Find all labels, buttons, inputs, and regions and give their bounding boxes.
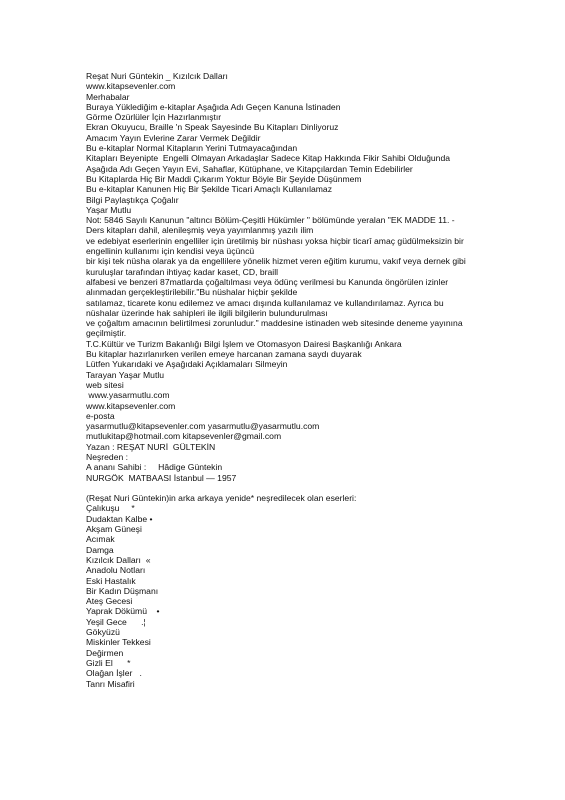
text-line: www.kitapsevenler.com	[86, 400, 176, 411]
text-line: Bir Kadın Düşmanı	[86, 585, 159, 596]
text-line: Neşreden :	[86, 451, 129, 462]
text-line: Çalıkuşu *	[86, 503, 135, 514]
text-line: Gökyüzü	[86, 627, 120, 638]
text-line: alfabesi ve benzeri 87matlarda çoğaltılması veya ödünç verilmesi bu Kanunda öngörülen izinler	[86, 276, 449, 287]
text-line: Damga	[86, 544, 114, 555]
text-line: Tarayan Yaşar Mutlu	[86, 369, 165, 380]
text-line: A ananı Sahibi : Hâdige Güntekin	[86, 462, 223, 473]
text-line: ve edebiyat eserlerinin engelliler için üretilmiş bir nüshası yoksa hiçbir ticarî amaç güdülmeksizin bir	[86, 235, 464, 246]
text-line: Ders kitapları dahil, alenileşmiş veya yayımlanmış yazılı ilim	[86, 225, 314, 236]
text-line: Lütfen Yukarıdaki ve Aşağıdaki Açıklamaları Silmeyin	[86, 359, 288, 370]
text-line: Görme Özürlüler İçin Hazırlanmıştır	[86, 112, 222, 123]
text-line: e-posta	[86, 410, 115, 421]
text-line: Bu kitaplar hazırlanırken verilen emeye harcanan zamana saydı duyarak	[86, 349, 362, 360]
text-line: (Reşat Nuri Güntekin)in arka arkaya yenide* neşredilecek olan eserleri:	[86, 493, 357, 504]
text-line: yasarmutlu@kitapsevenler.com yasarmutlu@yasarmutlu.com	[86, 421, 320, 432]
text-line: bir kişi tek nüsha olarak ya da engellilere yönelik hizmet veren eğitim kurumu, vakıf veya dernek gibi	[86, 256, 466, 267]
text-line: Bu Kitaplarda Hiç Bir Maddi Çıkarım Yoktur Böyle Bir Şeyide Düşünmem	[86, 173, 362, 184]
text-line: satılamaz, ticarete konu edilemez ve amacı dışında kullanılamaz ve kullandırılamaz. Ayrıca bu	[86, 297, 444, 308]
text-line: Yaprak Dökümü •	[86, 606, 160, 617]
text-line: www.kitapsevenler.com	[86, 81, 176, 92]
text-line: mutlukitap@hotmail.com kitapsevenler@gmail.com	[86, 431, 282, 442]
text-line: Eski Hastalık	[86, 575, 136, 586]
text-line: alınmadan gerçekleştirilebilir."Bu nüshalar hiçbir şekilde	[86, 287, 298, 298]
text-line: Ekran Okuyucu, Braille 'n Speak Sayesinde Bu Kitapları Dinliyoruz	[86, 122, 339, 133]
text-line: Kızılcık Dalları «	[86, 554, 151, 565]
text-line: Olağan İşler .	[86, 668, 142, 679]
text-line: NURGÖK MATBAASI İstanbul — 1957	[86, 472, 237, 483]
text-line: Bu e-kitaplar Kanunen Hiç Bir Şekilde Ticari Amaçlı Kullanılamaz	[86, 184, 332, 195]
text-line: Buraya Yüklediğim e-kitaplar Aşağıda Adı Geçen Kanuna İstinaden	[86, 101, 341, 112]
text-line: Bu e-kitaplar Normal Kitapların Yerini Tutmayacağından	[86, 143, 298, 154]
blank-line	[86, 483, 526, 493]
text-line: Gizli El *	[86, 657, 131, 668]
text-line: Not: 5846 Sayılı Kanunun "altıncı Bölüm-Çeşitli Hükümler " bölümünde yeralan "EK MADDE 11. -	[86, 215, 455, 226]
text-line: kuruluşlar tarafından ihtiyaç kadar kaset, CD, braill	[86, 266, 279, 277]
text-line: Akşam Güneşi	[86, 524, 142, 535]
text-line: Bilgi Paylaştıkça Çoğalır	[86, 194, 179, 205]
text-line: Kitapları Beyenipte Engelli Olmayan Arkadaşlar Sadece Kitap Hakkında Fikir Sahibi Olduğunda	[86, 153, 451, 164]
text-line: www.yasarmutlu.com	[86, 390, 170, 401]
text-line: T.C.Kültür ve Turizm Bakanlığı Bilgi İşlem ve Otomasyon Dairesi Başkanlığı Ankara	[86, 338, 402, 349]
text-line: Reşat Nuri Güntekin _ Kızılcık Dalları	[86, 71, 228, 81]
text-line: web sitesi	[86, 379, 124, 390]
text-line: Yeşil Gece .¦	[86, 616, 146, 627]
text-line: Değirmen	[86, 647, 124, 658]
text-line: Yazan : REŞAT NURİ GÜLTEKİN	[86, 441, 216, 452]
text-line: geçilmiştir.	[86, 328, 127, 339]
text-line: Dudaktan Kalbe •	[86, 513, 153, 524]
text-line: Miskinler Tekkesi	[86, 637, 151, 648]
text-line: Merhabalar	[86, 91, 130, 102]
text-line: Anadolu Notları	[86, 565, 146, 576]
text-line: nüshalar üzerinde hak sahipleri ile ilgili bilgilerin bulundurulması	[86, 307, 328, 318]
text-line: Tanrı Misafiri	[86, 678, 135, 689]
text-line: engellinin kullanımı için kendisi veya üçüncü	[86, 246, 255, 257]
text-line: ve çoğaltım amacının belirtilmesi zorunludur." maddesine istinaden web sitesinde deneme yayınına	[86, 318, 463, 329]
text-line: Aşağıda Adı Geçen Yayın Evi, Sahaflar, Kütüphane, ve Kitapçılardan Temin Edebilirler	[86, 163, 413, 174]
text-line: Acımak	[86, 534, 115, 545]
text-line: Ateş Gecesi	[86, 596, 133, 607]
text-line: Yaşar Mutlu	[86, 204, 132, 215]
text-line: Amacım Yayın Evlerine Zarar Vermek Değildir	[86, 132, 261, 143]
document-page	[86, 71, 526, 689]
